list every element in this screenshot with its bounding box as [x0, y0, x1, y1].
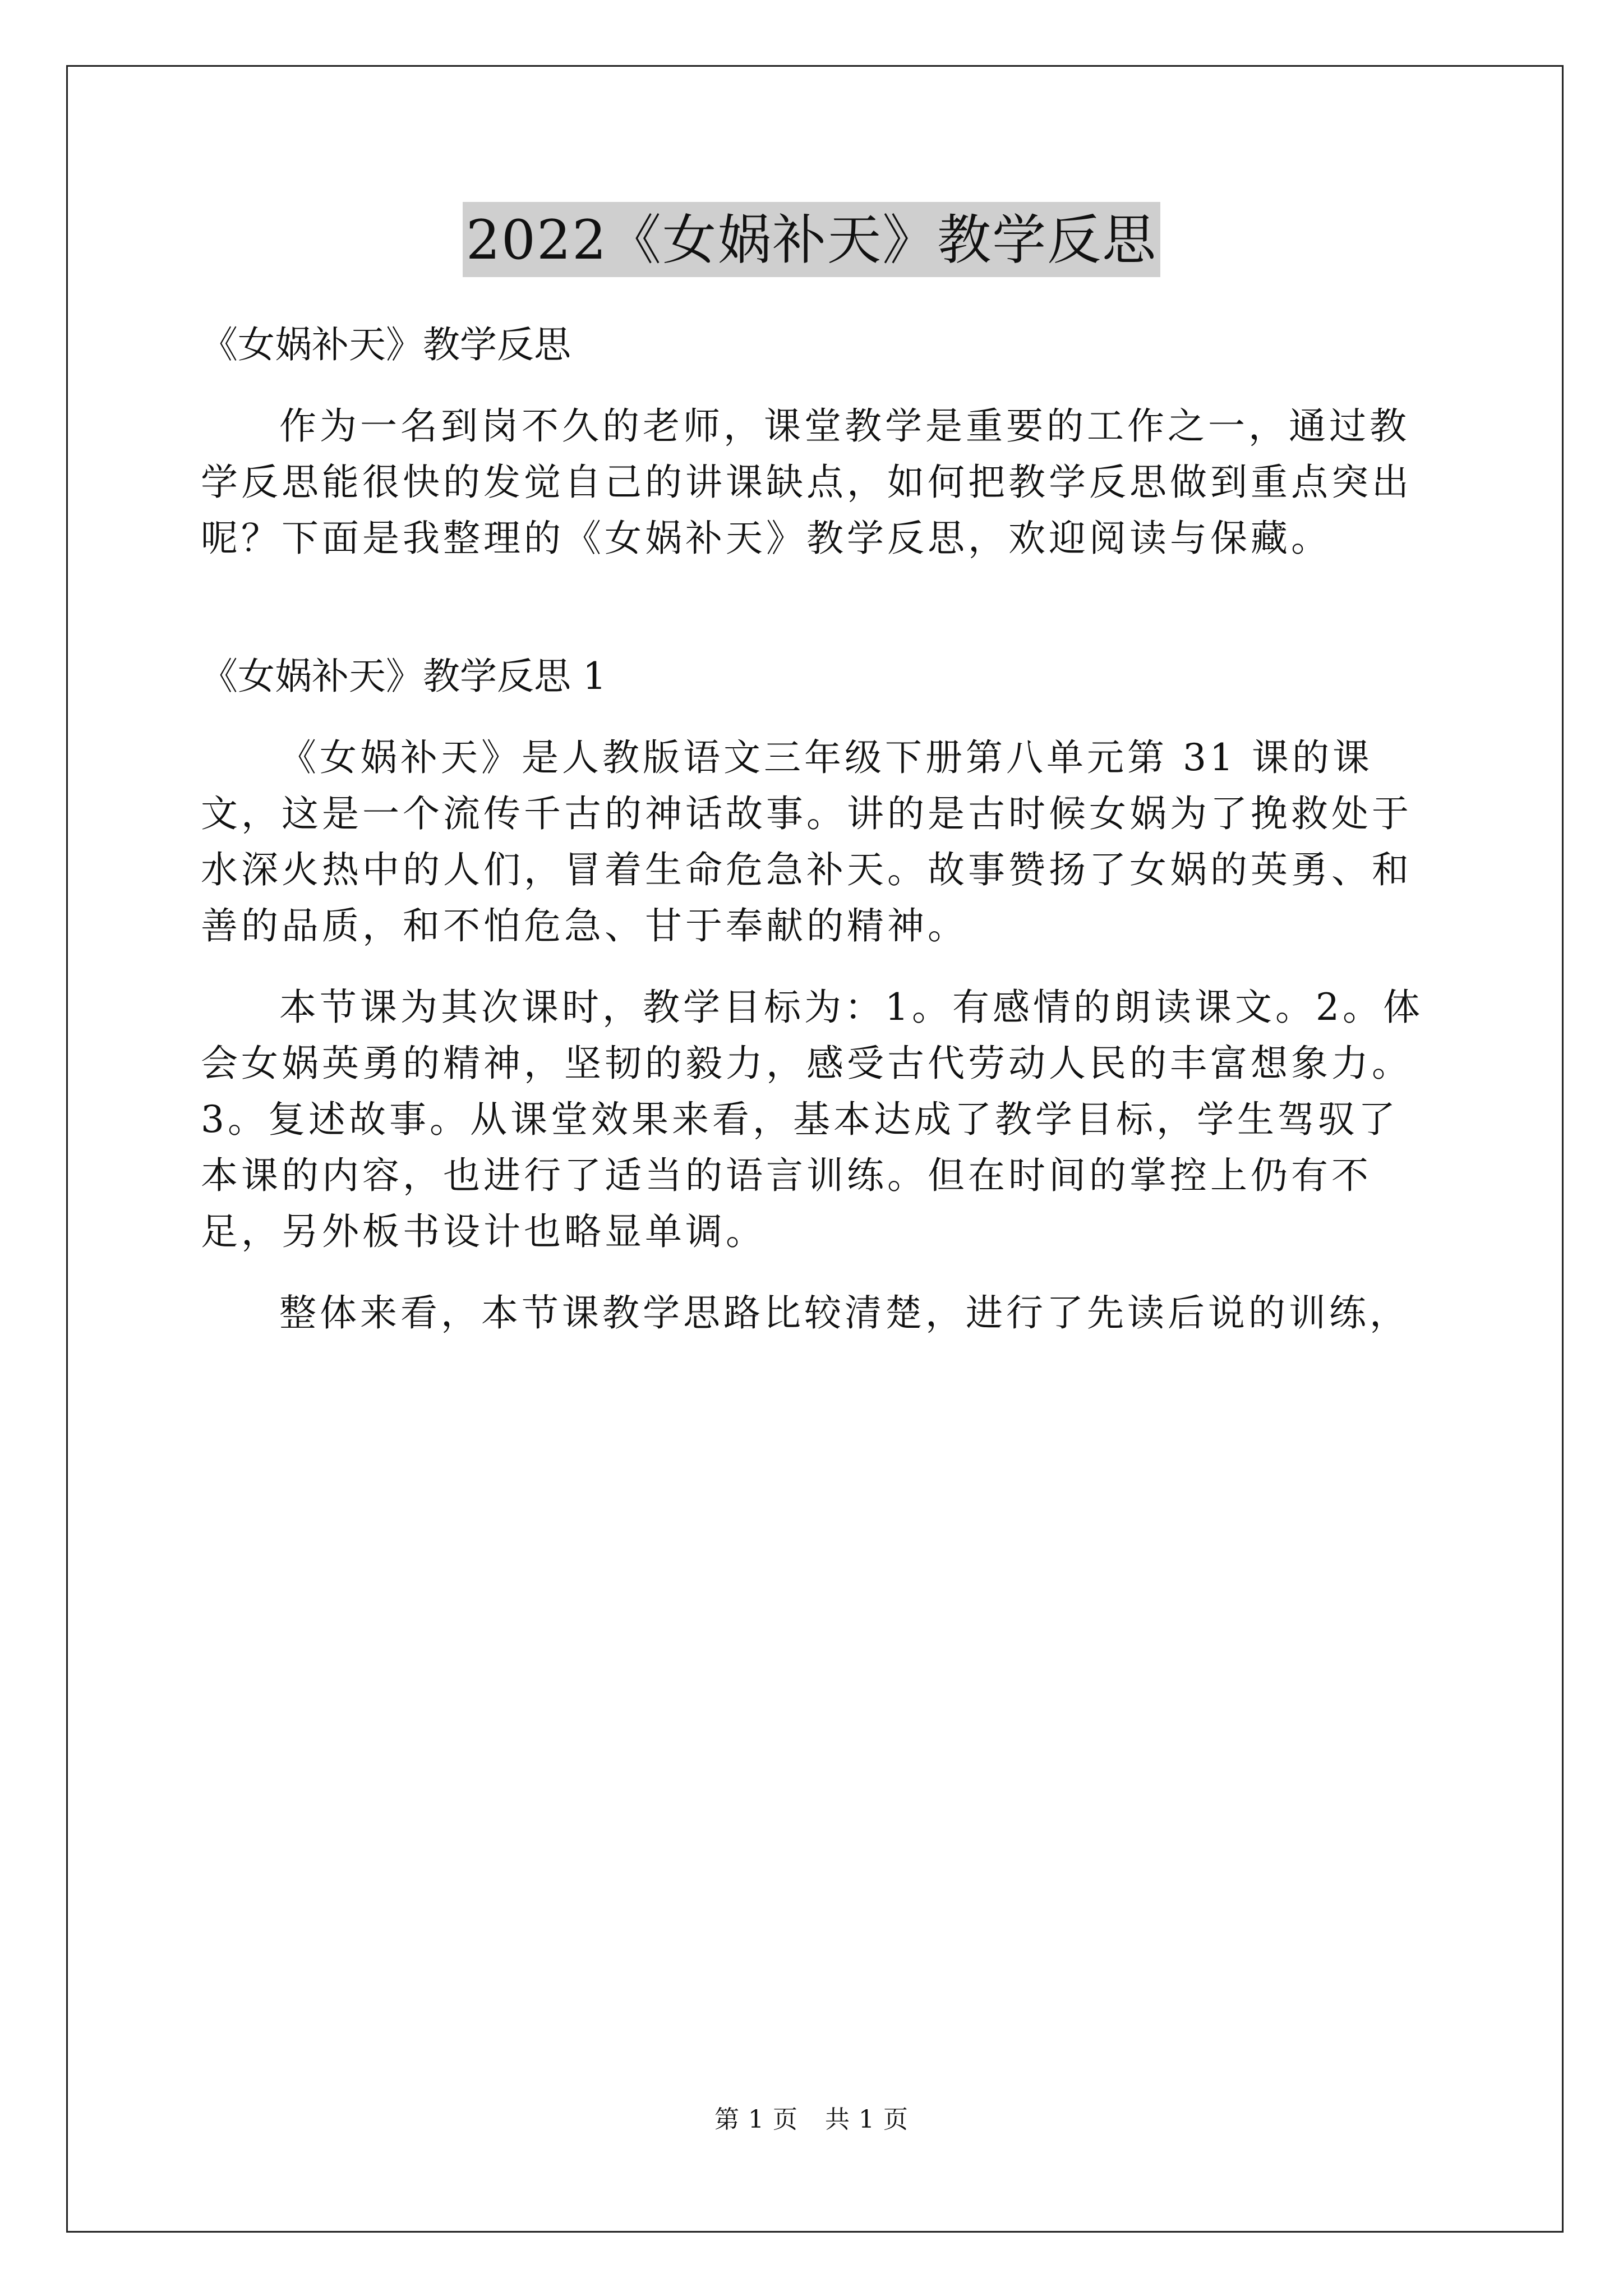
body-paragraph-1: 《女娲补天》是人教版语文三年级下册第八单元第 31 课的课文，这是一个流传千古的神话故事。讲的是古时候女娲为了挽救处于水深火热中的人们，冒着生命危急补天。故事赞扬了女娲的英勇、和善的品质，和不怕危急、甘于奉献的精神。 — [201, 736, 1412, 947]
body-paragraph-3: 整体来看，本节课教学思路比较清楚，进行了先读后说的训练， — [279, 1291, 1410, 1335]
document-body — [201, 317, 1435, 1341]
page-total: 共 1 页 — [825, 2105, 909, 2134]
subtitle: 《女娲补天》教学反思 — [201, 323, 571, 366]
page-footer — [0, 2099, 1623, 2135]
intro-paragraph: 作为一名到岗不久的老师，课堂教学是重要的工作之一，通过教学反思能很快的发觉自己的讲课缺点，如何把教学反思做到重点突出呢？下面是我整理的《女娲补天》教学反思，欢迎阅读与保藏。 — [201, 404, 1412, 560]
document-title-text: 2022《女娲补天》教学反思 — [463, 202, 1160, 277]
body-paragraph-2: 本节课为其次课时，教学目标为：1。有感情的朗读课文。2。体会女娲英勇的精神，坚韧的毅力，感受古代劳动人民的丰富想象力。3。复述故事。从课堂效果来看，基本达成了教学目标，学生驾驭了本课的内容，也进行了适当的语言训练。但在时间的掌控上仍有不足，另外板书设计也略显单调。 — [201, 986, 1423, 1253]
page-number: 第 1 页 — [714, 2105, 798, 2134]
section-heading: 《女娲补天》教学反思 1 — [201, 655, 606, 698]
document-title — [0, 202, 1623, 277]
